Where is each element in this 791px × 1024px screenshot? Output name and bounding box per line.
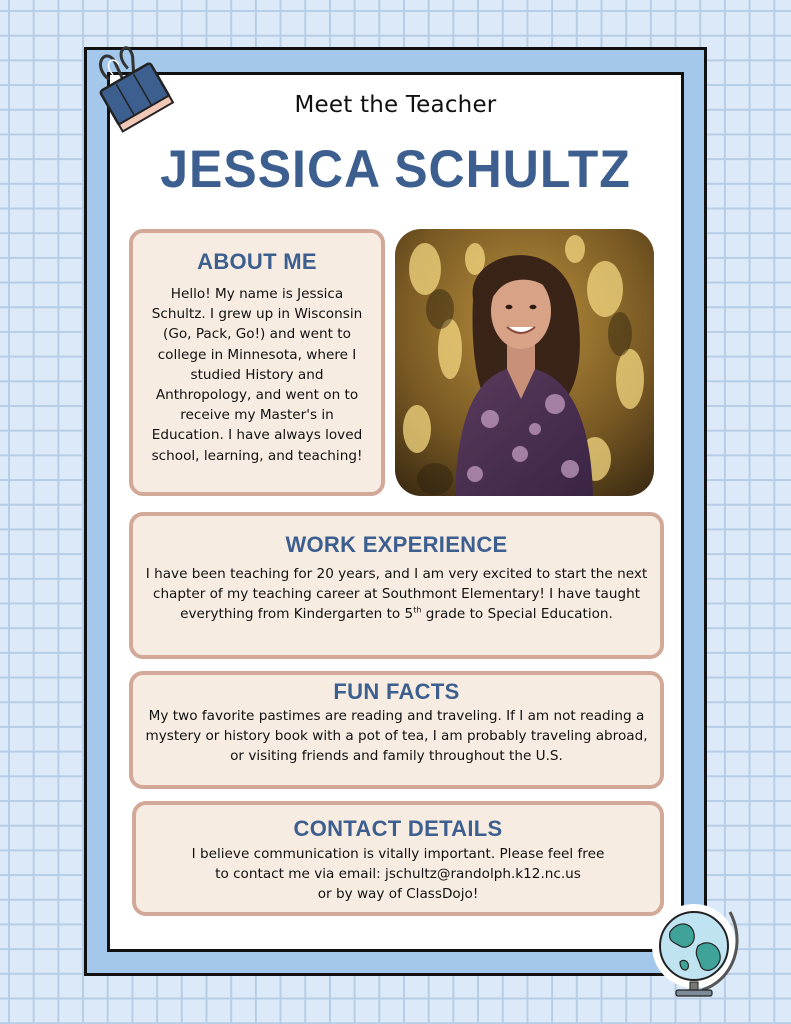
work-body-main: I have been teaching for 20 years, and I am very excited to start the next chapter of my teaching career at Southmont Elementary! I have taught everything from Kindergarten to 5 bbox=[145, 566, 648, 623]
teacher-name: JESSICA SCHULTZ bbox=[160, 139, 631, 199]
contact-card bbox=[132, 801, 664, 916]
work-experience-card bbox=[129, 512, 664, 659]
work-body bbox=[143, 564, 650, 625]
about-title: ABOUT ME bbox=[197, 249, 317, 274]
contact-line-2: to contact me via email: jschultz@randolph.k12.nc.us bbox=[215, 866, 581, 883]
work-body-end: grade to Special Education. bbox=[421, 606, 613, 623]
about-card bbox=[129, 229, 385, 496]
about-body: Hello! My name is Jessica Schultz. I grew up in Wisconsin (Go, Pack, Go!) and went to college in Minnesota, where I studied History and Anthropology, and went on to receive my Master's in Education. I have always loved school, learning, and teaching! bbox=[151, 286, 363, 464]
binder-clip-icon bbox=[82, 40, 178, 136]
work-title: WORK EXPERIENCE bbox=[285, 532, 508, 557]
fun-title: FUN FACTS bbox=[333, 679, 460, 704]
fun-facts-card bbox=[129, 671, 664, 789]
fun-body: My two favorite pastimes are reading and traveling. If I am not reading a mystery or history book with a pot of tea, I am probably traveling abroad, or visiting friends and family throughout the U.S. bbox=[145, 708, 648, 765]
contact-body bbox=[146, 844, 650, 905]
work-body-ordinal: th bbox=[413, 605, 422, 615]
teacher-photo bbox=[395, 229, 654, 496]
contact-title: CONTACT DETAILS bbox=[293, 816, 503, 841]
contact-line-1: I believe communication is vitally important. Please feel free bbox=[191, 846, 605, 862]
page-kicker: Meet the Teacher bbox=[294, 92, 497, 118]
contact-line-3: or by way of ClassDojo! bbox=[317, 886, 479, 903]
globe-icon bbox=[650, 902, 742, 1002]
